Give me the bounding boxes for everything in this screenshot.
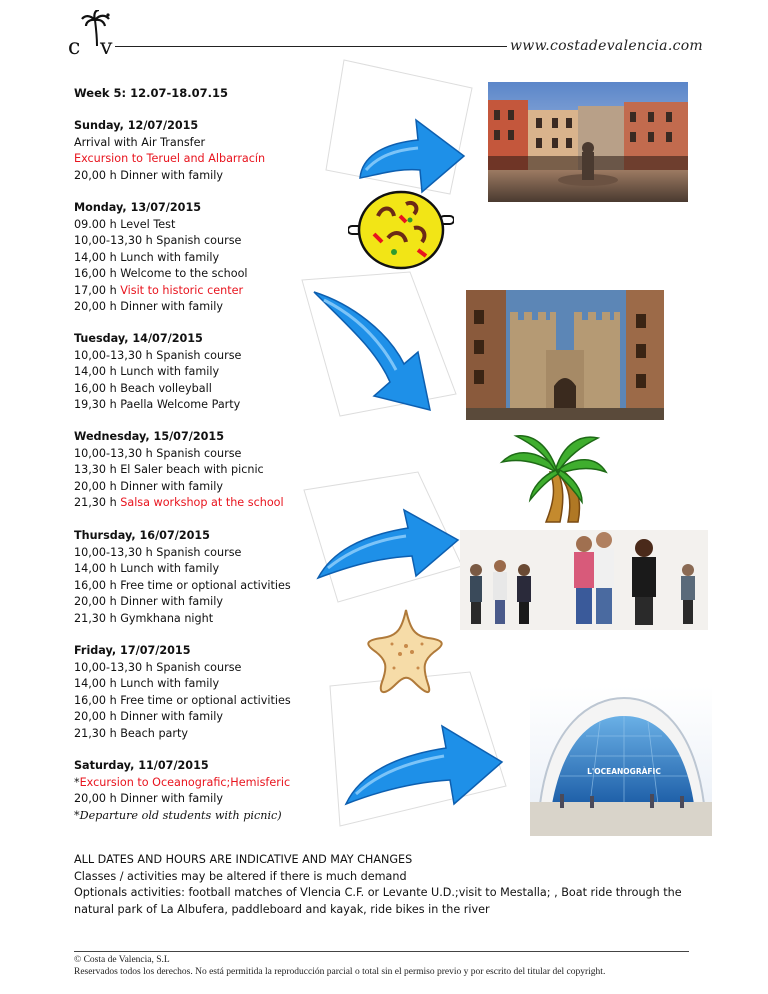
schedule-line: 16,00 h Beach volleyball [74,381,212,395]
logo-letter-c: c [68,35,81,56]
schedule-line: 16,00 h Free time or optional activities [74,578,291,592]
notes-optionals: Optionals activities: football matches of Vlencia C.F. or Levante U.D.;visit to Mestalla; , Boat ride through the natural park of La Albufera, paddleboard and kayak, ride bikes in the river [74,886,682,916]
schedule-line: 20,00 h Dinner with family [74,479,223,493]
schedule-line: 20,00 h Dinner with family [74,710,223,723]
schedule-line: 16,00 h Free time or optional activities [74,693,291,707]
asterisk-prefix: * [74,775,80,789]
schedule-line: 10,00-13,30 h Spanish course [74,348,242,362]
day-heading: Tuesday, 14/07/2015 [74,332,203,345]
schedule-line [74,495,284,512]
week-title: Week 5: 12.07-18.07.15 [74,86,229,100]
notes-classes: Classes / activities may be altered if there is much demand [74,869,407,883]
schedule-line: 21,30 h Gymkhana night [74,611,214,625]
schedule-line: 20,00 h Dinner with family [74,595,223,608]
schedule-highlight: Visit to historic center [120,283,244,297]
day-heading: Sunday, 12/07/2015 [74,119,199,132]
teruel-plaza-photo [488,82,688,202]
schedule-line-italic: *Departure old students with picnic) [74,808,282,822]
day-friday [74,643,291,742]
schedule-line: Arrival with Air Transfer [74,135,206,149]
day-heading: Friday, 17/07/2015 [74,644,191,657]
footer [74,954,605,978]
day-heading: Wednesday, 15/07/2015 [74,430,224,443]
footer-rights: Reservados todos los derechos. No está permitida la reproducción parcial o total sin el permiso previo y por escrito del titular del copyright. [74,967,606,977]
schedule-line [74,775,290,792]
footer-copyright: © Costa de Valencia, S.L [74,955,170,965]
schedule-line: 20,00 h Dinner with family [74,168,223,182]
day-heading: Thursday, 16/07/2015 [74,529,210,542]
day-heading: Monday, 13/07/2015 [74,201,202,214]
oceanografic-building-photo [530,686,712,836]
salsa-dancers-photo [460,530,708,630]
schedule-line: 20,00 h Dinner with family [74,792,223,805]
time-prefix: 17,00 h [74,283,121,297]
paella-pan-image [348,186,454,276]
day-tuesday [74,331,241,414]
notes-disclaimer: ALL DATES AND HOURS ARE INDICATIVE AND MAY CHANGES [74,853,413,866]
schedule-line: 13,30 h El Saler beach with picnic [74,463,264,476]
schedule-line: 10,00-13,30 h Spanish course [74,660,242,674]
schedule-line: 14,00 h Lunch with family [74,250,220,264]
schedule-line: 09.00 h Level Test [74,217,176,231]
schedule-line: 10,00-13,30 h Spanish course [74,545,242,559]
starfish-image [362,606,450,694]
notes-section [74,852,714,918]
schedule-line: 14,00 h Lunch with family [74,562,220,575]
day-heading: Saturday, 11/07/2015 [74,759,209,772]
city-towers-photo [466,290,664,420]
logo-letter-v: v [100,35,113,56]
oceanografic-sign: L'OCEANOGRÀFIC [587,767,661,776]
day-wednesday [74,429,284,512]
time-prefix: 21,30 h [74,496,121,509]
schedule-line: 10,00-13,30 h Spanish course [74,234,242,247]
blue-arrow-1 [322,58,482,198]
day-monday [74,200,248,316]
schedule-highlight: Salsa workshop at the school [120,496,284,509]
palm-tree-image [498,432,608,524]
schedule-line: 10,00-13,30 h Spanish course [74,446,242,460]
schedule-line: 16,00 h Welcome to the school [74,267,248,280]
header-rule [115,46,507,47]
site-url[interactable]: www.costadevalencia.com [510,38,704,54]
footer-rule [74,951,689,952]
blue-arrow-3 [300,470,465,605]
schedule-line [74,283,248,300]
blue-arrow-4 [320,670,510,830]
schedule-line: 14,00 h Lunch with family [74,365,220,378]
schedule-line: 14,00 h Lunch with family [74,677,220,690]
schedule-highlight: Excursion to Oceanografic;Hemisferic [79,775,291,789]
day-saturday [74,758,290,824]
day-thursday [74,528,291,627]
schedule-line: 21,30 h Beach party [74,726,189,740]
costa-de-valencia-logo [66,10,116,56]
blue-arrow-2 [300,270,460,420]
schedule-line: 20,00 h Dinner with family [74,300,223,313]
schedule-line: 19,30 h Paella Welcome Party [74,398,241,411]
day-sunday [74,118,265,184]
schedule-line-highlight: Excursion to Teruel and Albarracín [74,152,266,165]
